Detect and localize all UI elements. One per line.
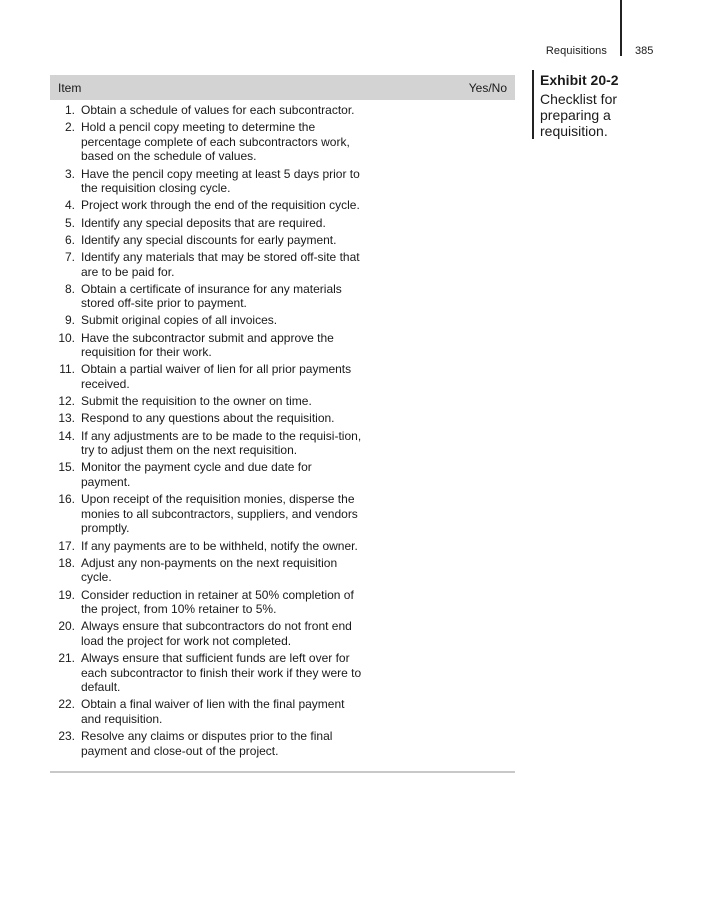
list-item xyxy=(50,362,515,391)
item-number: 20. xyxy=(58,619,75,634)
item-text: Identify any special discounts for early payment. xyxy=(81,232,337,247)
item-number: 2. xyxy=(64,120,75,135)
item-number: 10. xyxy=(58,330,75,345)
list-item xyxy=(50,729,515,758)
list-item xyxy=(50,120,515,164)
item-number: 15. xyxy=(58,460,75,475)
item-number: 12. xyxy=(58,394,75,409)
list-item xyxy=(50,619,515,648)
item-text: Submit the requisition to the owner on time. xyxy=(81,394,312,409)
item-text: Project work through the end of the requisition cycle. xyxy=(81,198,360,213)
item-number: 11. xyxy=(59,362,75,377)
list-item xyxy=(50,216,515,231)
item-text: Resolve any claims or disputes prior to the final payment and close-out of the project. xyxy=(81,729,333,758)
list-item xyxy=(50,429,515,458)
item-number: 14. xyxy=(58,428,75,443)
page-header xyxy=(0,0,701,70)
item-text: Upon receipt of the requisition monies, disperse the monies to all subcontractors, suppliers, and vendors promptly. xyxy=(81,492,358,536)
item-text: Submit original copies of all invoices. xyxy=(81,313,278,328)
list-item xyxy=(50,198,515,213)
item-number: 4. xyxy=(64,198,75,213)
item-text: Obtain a certificate of insurance for any materials stored off-site prior to payment. xyxy=(81,281,342,311)
item-text: Obtain a schedule of values for each subcontractor. xyxy=(81,103,355,117)
checklist-table xyxy=(50,75,515,773)
header-divider xyxy=(620,0,622,56)
item-text: Consider reduction in retainer at 50% completion of the project, from 10% retainer to 5%. xyxy=(81,587,354,617)
list-item xyxy=(50,697,515,726)
list-item xyxy=(50,556,515,585)
running-title: Requisitions xyxy=(545,45,607,57)
item-text: Have the pencil copy meeting at least 5 days prior to the requisition closing cycle. xyxy=(81,166,360,196)
exhibit-caption: Checklist for preparing a requisition. xyxy=(540,91,618,139)
item-text: Always ensure that sufficient funds are left over for each subcontractor to finish their work if they were to default. xyxy=(81,651,362,695)
item-number: 19. xyxy=(58,587,75,602)
item-text: Identify any special deposits that are required. xyxy=(81,215,326,230)
list-item xyxy=(50,539,515,554)
list-item xyxy=(50,651,515,695)
item-number: 22. xyxy=(58,697,75,712)
item-text: Have the subcontractor submit and approve the requisition for their work. xyxy=(81,330,334,360)
item-number: 8. xyxy=(64,281,75,296)
column-header-item: Item xyxy=(58,80,82,95)
item-text: Respond to any questions about the requisition. xyxy=(81,411,335,426)
checklist-items xyxy=(50,100,515,767)
item-text: Identify any materials that may be stored off-site that are to be paid for. xyxy=(81,249,360,279)
item-text: If any payments are to be withheld, notify the owner. xyxy=(81,538,358,553)
item-text: Obtain a final waiver of lien with the final payment and requisition. xyxy=(81,697,345,727)
list-item xyxy=(50,103,515,118)
item-number: 9. xyxy=(64,313,75,328)
list-item xyxy=(50,233,515,248)
item-number: 21. xyxy=(58,651,75,666)
item-text: Adjust any non-payments on the next requisition cycle. xyxy=(81,555,338,585)
list-item xyxy=(50,588,515,617)
list-item xyxy=(50,282,515,311)
item-text: If any adjustments are to be made to the requisi-tion, try to adjust them on the next requisition. xyxy=(81,428,362,458)
item-number: 6. xyxy=(64,232,75,247)
item-number: 5. xyxy=(64,215,75,230)
list-item xyxy=(50,394,515,409)
item-text: Monitor the payment cycle and due date for payment. xyxy=(81,460,312,489)
item-number: 23. xyxy=(58,729,75,744)
list-item xyxy=(50,331,515,360)
item-number: 13. xyxy=(58,411,75,426)
item-text: Always ensure that subcontractors do not front end load the project for work not completed. xyxy=(81,619,352,648)
item-text: Hold a pencil copy meeting to determine the percentage complete of each subcontractors work, based on the schedule of values. xyxy=(81,120,350,164)
column-header-yes-no: Yes/No xyxy=(468,80,507,95)
item-number: 7. xyxy=(64,249,75,264)
list-item xyxy=(50,492,515,536)
list-item xyxy=(50,250,515,279)
table-header xyxy=(50,75,515,100)
exhibit-sidebar xyxy=(532,70,670,139)
list-item xyxy=(50,167,515,196)
item-number: 16. xyxy=(58,492,75,507)
item-number: 1. xyxy=(64,103,75,117)
item-text: Obtain a partial waiver of lien for all prior payments received. xyxy=(81,362,352,392)
list-item xyxy=(50,313,515,328)
table-bottom-rule xyxy=(50,771,515,773)
list-item xyxy=(50,460,515,489)
item-number: 17. xyxy=(58,538,75,553)
item-number: 3. xyxy=(64,166,75,181)
list-item xyxy=(50,411,515,426)
item-number: 18. xyxy=(58,555,75,570)
exhibit-title: Exhibit 20-2 xyxy=(540,72,619,88)
page-number: 385 xyxy=(635,45,654,57)
